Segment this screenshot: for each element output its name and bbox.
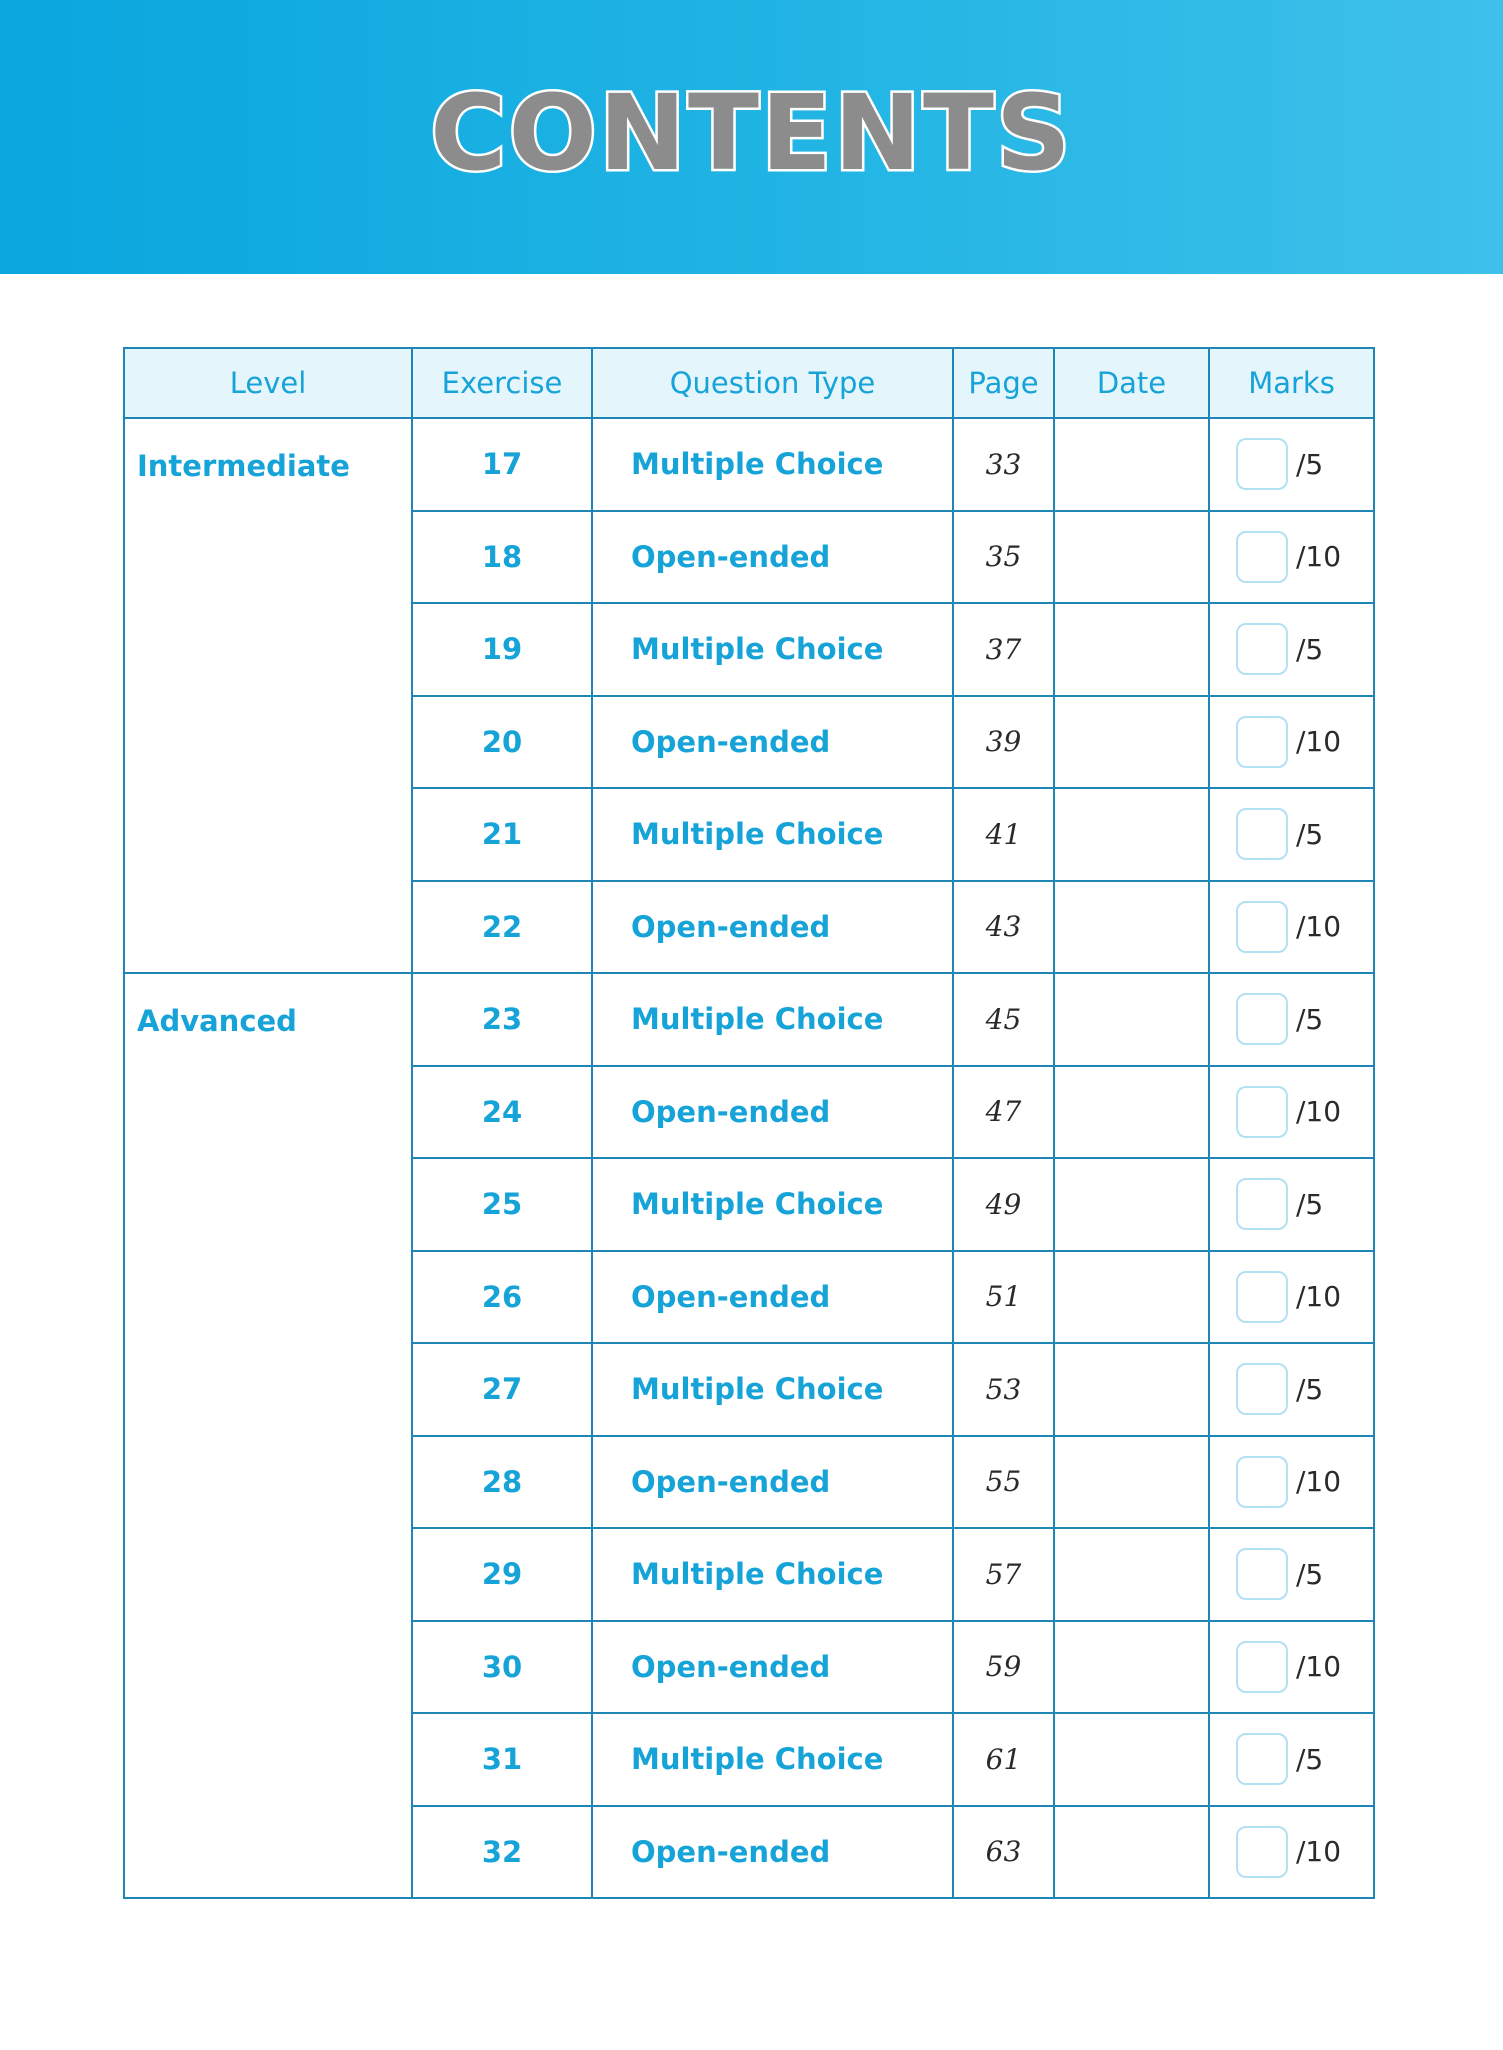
marks-total: /10 <box>1296 725 1342 759</box>
exercise-number: 24 <box>412 1066 592 1159</box>
exercise-number: 31 <box>412 1713 592 1806</box>
marks-total: /10 <box>1296 1650 1342 1684</box>
page-number: 51 <box>953 1251 1054 1344</box>
exercise-number: 19 <box>412 603 592 696</box>
page-number: 33 <box>953 418 1054 511</box>
level-cell: Advanced <box>124 973 412 1898</box>
marks-cell <box>1209 1251 1374 1344</box>
date-field[interactable] <box>1054 1343 1209 1436</box>
marks-wrapper <box>1210 808 1373 860</box>
marks-cell <box>1209 1158 1374 1251</box>
contents-table <box>123 347 1375 1899</box>
marks-input-box[interactable] <box>1236 1178 1288 1230</box>
marks-total: /10 <box>1296 540 1342 574</box>
exercise-number: 21 <box>412 788 592 881</box>
level-cell: Intermediate <box>124 418 412 973</box>
table-row <box>124 418 1374 511</box>
date-field[interactable] <box>1054 1806 1209 1899</box>
marks-input-box[interactable] <box>1236 716 1288 768</box>
marks-input-box[interactable] <box>1236 993 1288 1045</box>
header-page: Page <box>953 348 1054 418</box>
marks-input-box[interactable] <box>1236 1733 1288 1785</box>
question-type: Multiple Choice <box>592 418 953 511</box>
table-row <box>124 973 1374 1066</box>
marks-wrapper <box>1210 531 1373 583</box>
marks-input-box[interactable] <box>1236 1086 1288 1138</box>
marks-cell <box>1209 418 1374 511</box>
marks-cell <box>1209 1528 1374 1621</box>
header-level: Level <box>124 348 412 418</box>
marks-wrapper <box>1210 1826 1373 1878</box>
date-field[interactable] <box>1054 418 1209 511</box>
marks-cell <box>1209 1343 1374 1436</box>
page-number: 43 <box>953 881 1054 974</box>
marks-wrapper <box>1210 623 1373 675</box>
marks-cell <box>1209 1621 1374 1714</box>
marks-input-box[interactable] <box>1236 901 1288 953</box>
page-number: 49 <box>953 1158 1054 1251</box>
marks-input-box[interactable] <box>1236 1641 1288 1693</box>
date-field[interactable] <box>1054 1713 1209 1806</box>
exercise-number: 32 <box>412 1806 592 1899</box>
page-number: 59 <box>953 1621 1054 1714</box>
marks-cell <box>1209 696 1374 789</box>
question-type: Open-ended <box>592 1251 953 1344</box>
marks-cell <box>1209 1806 1374 1899</box>
marks-wrapper <box>1210 901 1373 953</box>
date-field[interactable] <box>1054 511 1209 604</box>
marks-total: /5 <box>1296 632 1324 666</box>
question-type: Open-ended <box>592 1806 953 1899</box>
marks-input-box[interactable] <box>1236 1548 1288 1600</box>
marks-wrapper <box>1210 716 1373 768</box>
marks-total: /10 <box>1296 910 1342 944</box>
marks-wrapper <box>1210 1086 1373 1138</box>
marks-total: /5 <box>1296 1372 1324 1406</box>
question-type: Multiple Choice <box>592 1158 953 1251</box>
header-date: Date <box>1054 348 1209 418</box>
exercise-number: 17 <box>412 418 592 511</box>
marks-cell <box>1209 603 1374 696</box>
marks-cell <box>1209 973 1374 1066</box>
date-field[interactable] <box>1054 881 1209 974</box>
date-field[interactable] <box>1054 788 1209 881</box>
page-number: 35 <box>953 511 1054 604</box>
marks-total: /10 <box>1296 1280 1342 1314</box>
marks-cell <box>1209 1066 1374 1159</box>
exercise-number: 18 <box>412 511 592 604</box>
marks-input-box[interactable] <box>1236 1456 1288 1508</box>
question-type: Multiple Choice <box>592 973 953 1066</box>
marks-cell <box>1209 1713 1374 1806</box>
question-type: Multiple Choice <box>592 1528 953 1621</box>
date-field[interactable] <box>1054 603 1209 696</box>
page-title: CONTENTS <box>430 72 1073 194</box>
marks-input-box[interactable] <box>1236 1363 1288 1415</box>
page-number: 55 <box>953 1436 1054 1529</box>
marks-total: /10 <box>1296 1835 1342 1869</box>
page-number: 57 <box>953 1528 1054 1621</box>
question-type: Open-ended <box>592 881 953 974</box>
question-type: Multiple Choice <box>592 1343 953 1436</box>
marks-input-box[interactable] <box>1236 1271 1288 1323</box>
page-number: 37 <box>953 603 1054 696</box>
marks-total: /10 <box>1296 1465 1342 1499</box>
exercise-number: 22 <box>412 881 592 974</box>
date-field[interactable] <box>1054 1621 1209 1714</box>
question-type: Open-ended <box>592 696 953 789</box>
marks-input-box[interactable] <box>1236 1826 1288 1878</box>
question-type: Multiple Choice <box>592 1713 953 1806</box>
marks-input-box[interactable] <box>1236 438 1288 490</box>
date-field[interactable] <box>1054 1066 1209 1159</box>
page-number: 45 <box>953 973 1054 1066</box>
marks-wrapper <box>1210 1363 1373 1415</box>
marks-cell <box>1209 788 1374 881</box>
marks-wrapper <box>1210 1641 1373 1693</box>
date-field[interactable] <box>1054 1528 1209 1621</box>
question-type: Open-ended <box>592 1066 953 1159</box>
exercise-number: 29 <box>412 1528 592 1621</box>
marks-wrapper <box>1210 1548 1373 1600</box>
date-field[interactable] <box>1054 1158 1209 1251</box>
exercise-number: 28 <box>412 1436 592 1529</box>
marks-total: /5 <box>1296 1557 1324 1591</box>
date-field[interactable] <box>1054 696 1209 789</box>
question-type: Open-ended <box>592 1621 953 1714</box>
page-number: 47 <box>953 1066 1054 1159</box>
marks-cell <box>1209 881 1374 974</box>
marks-total: /10 <box>1296 1095 1342 1129</box>
date-field[interactable] <box>1054 1436 1209 1529</box>
marks-total: /5 <box>1296 817 1324 851</box>
page-number: 63 <box>953 1806 1054 1899</box>
marks-total: /5 <box>1296 447 1324 481</box>
page-number: 39 <box>953 696 1054 789</box>
exercise-number: 23 <box>412 973 592 1066</box>
exercise-number: 30 <box>412 1621 592 1714</box>
exercise-number: 27 <box>412 1343 592 1436</box>
question-type: Open-ended <box>592 1436 953 1529</box>
marks-wrapper <box>1210 1271 1373 1323</box>
date-field[interactable] <box>1054 1251 1209 1344</box>
marks-total: /5 <box>1296 1002 1324 1036</box>
question-type: Multiple Choice <box>592 788 953 881</box>
marks-wrapper <box>1210 1456 1373 1508</box>
page-number: 61 <box>953 1713 1054 1806</box>
marks-total: /5 <box>1296 1742 1324 1776</box>
header-question-type: Question Type <box>592 348 953 418</box>
exercise-number: 26 <box>412 1251 592 1344</box>
question-type: Multiple Choice <box>592 603 953 696</box>
marks-cell <box>1209 1436 1374 1529</box>
marks-wrapper <box>1210 993 1373 1045</box>
page-number: 53 <box>953 1343 1054 1436</box>
marks-cell <box>1209 511 1374 604</box>
marks-input-box[interactable] <box>1236 623 1288 675</box>
date-field[interactable] <box>1054 973 1209 1066</box>
marks-total: /5 <box>1296 1187 1324 1221</box>
header-exercise: Exercise <box>412 348 592 418</box>
page-number: 41 <box>953 788 1054 881</box>
marks-wrapper <box>1210 438 1373 490</box>
exercise-number: 20 <box>412 696 592 789</box>
table-header-row <box>124 348 1374 418</box>
marks-wrapper <box>1210 1733 1373 1785</box>
marks-input-box[interactable] <box>1236 808 1288 860</box>
marks-input-box[interactable] <box>1236 531 1288 583</box>
marks-wrapper <box>1210 1178 1373 1230</box>
question-type: Open-ended <box>592 511 953 604</box>
header-marks: Marks <box>1209 348 1374 418</box>
table-body <box>124 418 1374 1898</box>
exercise-number: 25 <box>412 1158 592 1251</box>
